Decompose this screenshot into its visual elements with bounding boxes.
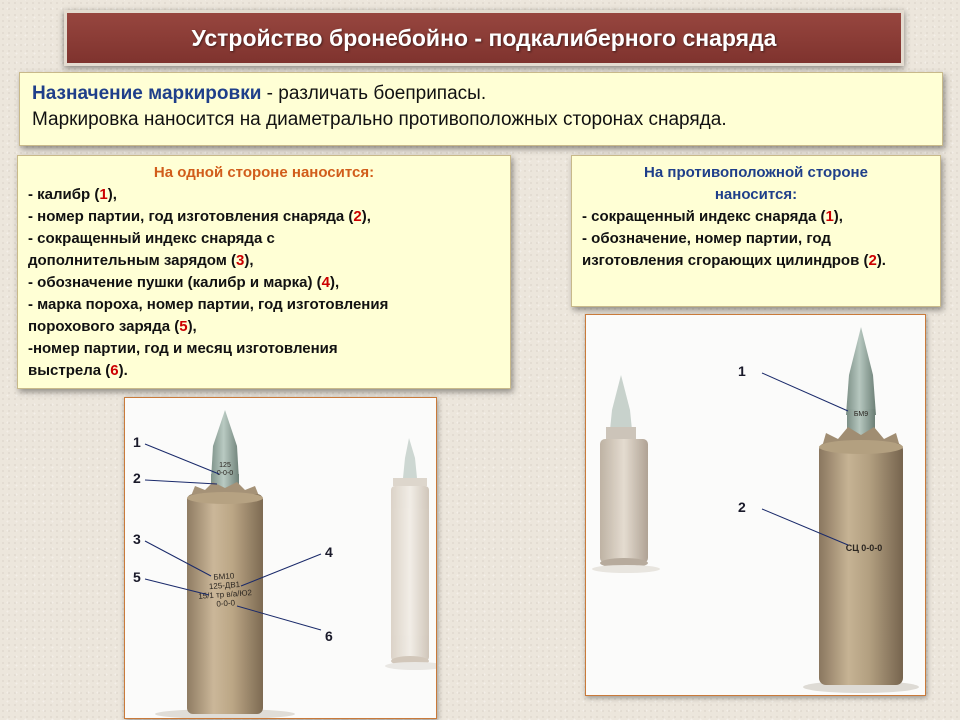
right-box-list: [582, 206, 930, 272]
callout-6: 6: [325, 628, 333, 644]
right-shell-illustration: [586, 315, 925, 695]
purpose-line-1: [32, 81, 930, 107]
callout-4: 4: [325, 544, 333, 560]
item-number: 2: [353, 208, 362, 225]
right-box-item: [582, 206, 930, 228]
callout-2: 2: [133, 470, 141, 486]
back-shell: [592, 375, 660, 573]
left-box-item: [28, 206, 500, 228]
item-text: - калибр (: [28, 186, 100, 203]
item-text-end: ).: [876, 252, 886, 269]
tip-marking: БМ9: [853, 411, 869, 418]
left-box-item: [28, 294, 500, 316]
item-number: 5: [179, 318, 188, 335]
right-box-heading-line2: наносится:: [714, 186, 798, 203]
right-box-heading-line1: На противоположной стороне: [644, 164, 868, 181]
item-number: 3: [235, 252, 245, 269]
left-box-item: [28, 250, 500, 272]
body-marking: СЦ 0-0-0: [845, 543, 883, 553]
item-text-end: ),: [187, 318, 197, 335]
purpose-line-2: Маркировка наносится на диаметрально противоположных сторонах снаряда.: [32, 109, 727, 130]
left-shell-illustration: [125, 398, 436, 718]
item-text: - сокращенный индекс снаряда с: [28, 230, 275, 247]
callout-2: 2: [738, 499, 746, 515]
back-shell: [385, 438, 436, 670]
tip-marking-2: 0-0-0: [216, 470, 234, 477]
title-bar: [64, 10, 904, 66]
callout-5: 5: [133, 569, 141, 585]
body-marking-2: 125-ДВ1: [208, 579, 241, 592]
left-box-item: [28, 316, 500, 338]
item-number: 1: [825, 208, 834, 225]
tip-marking-1: 125: [219, 462, 231, 469]
body-marking-4: 0-0-0: [216, 598, 236, 609]
right-box-item: [582, 228, 930, 272]
left-box-item: [28, 184, 500, 206]
item-text: - номер партии, год изготовления снаряда (: [28, 208, 354, 225]
body-marking-1: БМ10: [213, 571, 235, 582]
item-text: - обозначение, номер партии, год изготовления сгорающих цилиндров (: [582, 230, 869, 269]
item-number: 1: [99, 186, 108, 203]
item-text: - сокращенный индекс снаряда (: [582, 208, 826, 225]
item-text: выстрела (: [28, 362, 111, 379]
right-side-box: [571, 155, 941, 307]
left-side-box: [17, 155, 511, 389]
left-box-list: [28, 184, 500, 382]
purpose-text: - различать боеприпасы.: [261, 83, 487, 104]
item-text-end: ).: [118, 362, 128, 379]
right-shell-photo: [585, 314, 926, 696]
item-text-end: ),: [330, 274, 340, 291]
purpose-box: [19, 72, 943, 146]
callout-1: 1: [133, 434, 141, 450]
item-text: дополнительным зарядом (: [28, 252, 236, 269]
right-box-heading: [582, 162, 930, 206]
item-text: порохового заряда (: [28, 318, 180, 335]
left-box-item: [28, 272, 500, 294]
left-box-item: [28, 360, 500, 382]
body-marking-3: 15/1 тр в/а/Ю2: [197, 588, 253, 601]
item-number: 4: [321, 274, 331, 291]
page-title: Устройство бронебойно - подкалиберного снаряда: [191, 24, 777, 51]
item-text: - марка пороха, номер партии, год изготовления: [28, 296, 389, 313]
item-number: 6: [110, 362, 119, 379]
left-shell-photo: [124, 397, 437, 719]
callout-1: 1: [738, 363, 746, 379]
item-text: - обозначение пушки (калибр и марка) (: [28, 274, 322, 291]
penetrator: [846, 327, 876, 415]
combustible-case: [819, 443, 903, 685]
purpose-label: Назначение маркировки: [32, 83, 262, 104]
left-box-heading: На одной стороне наносится:: [153, 164, 375, 181]
item-number: 2: [868, 252, 877, 269]
left-box-item: [28, 228, 500, 250]
item-text-end: ),: [244, 252, 254, 269]
item-text-end: ),: [361, 208, 371, 225]
item-text: -номер партии, год и месяц изготовления: [28, 340, 338, 357]
item-text-end: ),: [107, 186, 117, 203]
callout-3: 3: [133, 531, 141, 547]
item-text-end: ),: [833, 208, 843, 225]
left-box-item: [28, 338, 500, 360]
